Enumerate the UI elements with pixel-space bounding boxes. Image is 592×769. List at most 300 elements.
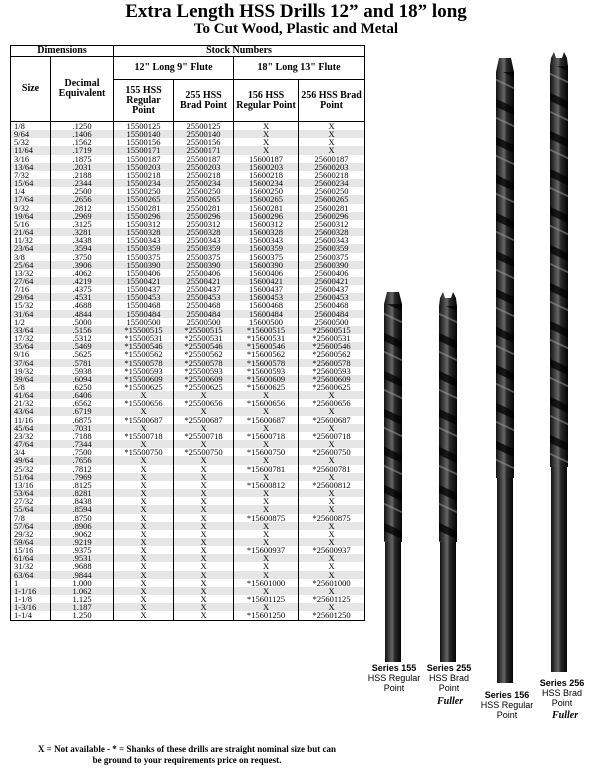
- table-row: [11, 579, 365, 587]
- stock-256-cell: *25600546: [299, 342, 365, 350]
- decimal-cell: .3594: [51, 244, 114, 252]
- col-256-header: 256 HSS Brad Point: [299, 80, 365, 122]
- table-row: [11, 465, 365, 473]
- stock-155-cell: X: [114, 546, 174, 554]
- stock-155-cell: X: [114, 522, 174, 530]
- stock-255-cell: 25500421: [174, 277, 234, 285]
- stock-155-cell: X: [114, 489, 174, 497]
- decimal-cell: .2031: [51, 163, 114, 171]
- stock-255-cell: *25500515: [174, 326, 234, 334]
- stock-255-cell: 25500234: [174, 179, 234, 187]
- size-cell: 25/32: [11, 465, 51, 473]
- stock-256-cell: *25600578: [299, 359, 365, 367]
- stock-255-cell: X: [174, 391, 234, 399]
- table-row: [11, 318, 365, 326]
- size-cell: 49/64: [11, 456, 51, 464]
- stock-156-cell: *15601125: [234, 595, 299, 603]
- size-cell: 55/64: [11, 505, 51, 513]
- decimal-cell: .4531: [51, 293, 114, 301]
- stock-256-cell: *25600812: [299, 481, 365, 489]
- size-cell: 3/16: [11, 155, 51, 163]
- decimal-cell: .4375: [51, 285, 114, 293]
- stock-156-cell: *15600562: [234, 350, 299, 358]
- stock-155-cell: X: [114, 571, 174, 579]
- stock-156-cell: 15600328: [234, 228, 299, 236]
- stock-256-cell: X: [299, 489, 365, 497]
- table-row: [11, 367, 365, 375]
- stock-155-cell: X: [114, 407, 174, 415]
- caption-156-name: Series 156: [484, 690, 530, 700]
- caption-256-desc2: Point: [551, 698, 573, 708]
- stock-156-cell: 15600390: [234, 261, 299, 269]
- table-row: [11, 244, 365, 252]
- table-row: [11, 171, 365, 179]
- col-155-header: 155 HSS Regular Point: [114, 80, 174, 122]
- page-title: Extra Length HSS Drills 12” and 18” long: [125, 1, 467, 22]
- size-cell: 13/64: [11, 163, 51, 171]
- table-body: [11, 122, 365, 621]
- stock-256-cell: 25600453: [299, 293, 365, 301]
- stock-156-cell: 15600250: [234, 187, 299, 195]
- stock-156-cell: 15600234: [234, 179, 299, 187]
- stock-155-cell: X: [114, 554, 174, 562]
- drill-256-image: [544, 52, 574, 672]
- drill-spec-table: [10, 45, 365, 621]
- stock-256-cell: *25600937: [299, 546, 365, 554]
- size-cell: 33/64: [11, 326, 51, 334]
- table-row: [11, 416, 365, 424]
- stock-256-cell: X: [299, 122, 365, 131]
- stock-156-cell: X: [234, 562, 299, 570]
- decimal-cell: .2188: [51, 171, 114, 179]
- stock-155-cell: X: [114, 595, 174, 603]
- caption-series-156: [478, 690, 536, 720]
- stock-256-cell: *25600781: [299, 465, 365, 473]
- table-row: [11, 562, 365, 570]
- size-cell: 1-1/4: [11, 611, 51, 620]
- table-row: [11, 481, 365, 489]
- stock-155-cell: *15500578: [114, 359, 174, 367]
- stock-255-cell: 25500265: [174, 195, 234, 203]
- page-subtitle: To Cut Wood, Plastic and Metal: [193, 21, 399, 37]
- stock-156-cell: 15600375: [234, 253, 299, 261]
- size-cell: 9/64: [11, 130, 51, 138]
- decimal-cell: .8750: [51, 514, 114, 522]
- table-row: [11, 236, 365, 244]
- size-cell: 61/64: [11, 554, 51, 562]
- stock-256-cell: 25600390: [299, 261, 365, 269]
- table-row: [11, 595, 365, 603]
- stock-156-cell: X: [234, 571, 299, 579]
- stock-155-cell: 15500468: [114, 301, 174, 309]
- decimal-cell: .3125: [51, 220, 114, 228]
- table-row: [11, 163, 365, 171]
- stock-256-cell: 25600203: [299, 163, 365, 171]
- size-cell: 15/16: [11, 546, 51, 554]
- size-cell: 53/64: [11, 489, 51, 497]
- stock-156-cell: 15600500: [234, 318, 299, 326]
- decimal-cell: .3906: [51, 261, 114, 269]
- stock-155-cell: 15500171: [114, 146, 174, 154]
- stock-256-cell: *25600515: [299, 326, 365, 334]
- size-cell: 1-3/16: [11, 603, 51, 611]
- decimal-cell: .9531: [51, 554, 114, 562]
- stock-156-cell: X: [234, 473, 299, 481]
- stock-256-cell: 25600296: [299, 212, 365, 220]
- decimal-cell: .1562: [51, 138, 114, 146]
- table-row: [11, 603, 365, 611]
- table-row: [11, 424, 365, 432]
- decimal-cell: .7812: [51, 465, 114, 473]
- stock-156-cell: *15600875: [234, 514, 299, 522]
- length-18-header: 18" Long 13" Flute: [234, 57, 365, 80]
- stock-255-cell: X: [174, 603, 234, 611]
- fuller-logo: Fuller: [437, 696, 464, 707]
- stock-155-cell: X: [114, 456, 174, 464]
- decimal-cell: .6562: [51, 399, 114, 407]
- size-cell: 11/32: [11, 236, 51, 244]
- stock-156-cell: X: [234, 122, 299, 131]
- caption-256-desc1: HSS Brad: [541, 688, 583, 698]
- decimal-cell: .1406: [51, 130, 114, 138]
- decimal-cell: .5625: [51, 350, 114, 358]
- stock-255-cell: *25500687: [174, 416, 234, 424]
- decimal-cell: .7969: [51, 473, 114, 481]
- table-row: [11, 456, 365, 464]
- stock-155-cell: 15500328: [114, 228, 174, 236]
- caption-255-desc1: HSS Brad: [428, 673, 470, 683]
- size-cell: 17/32: [11, 334, 51, 342]
- stock-255-cell: X: [174, 554, 234, 562]
- decimal-cell: .5312: [51, 334, 114, 342]
- decimal-cell: 1.062: [51, 587, 114, 595]
- size-cell: 5/8: [11, 383, 51, 391]
- table-row: [11, 195, 365, 203]
- stock-256-cell: *25600750: [299, 448, 365, 456]
- decimal-cell: 1.250: [51, 611, 114, 620]
- stock-256-cell: X: [299, 522, 365, 530]
- table-row: [11, 138, 365, 146]
- size-cell: 3/4: [11, 448, 51, 456]
- caption-series-255: [420, 663, 478, 693]
- stock-255-cell: *25500656: [174, 399, 234, 407]
- decimal-cell: .1250: [51, 122, 114, 131]
- stock-255-cell: 25500375: [174, 253, 234, 261]
- stock-155-cell: X: [114, 514, 174, 522]
- stock-156-cell: 15600453: [234, 293, 299, 301]
- stock-155-cell: 15500156: [114, 138, 174, 146]
- table-row: [11, 546, 365, 554]
- length-12-header: 12" Long 9" Flute: [114, 57, 234, 80]
- size-cell: 51/64: [11, 473, 51, 481]
- stock-256-cell: X: [299, 562, 365, 570]
- stock-155-cell: 15500312: [114, 220, 174, 228]
- stock-255-cell: 25500218: [174, 171, 234, 179]
- decimal-cell: .7656: [51, 456, 114, 464]
- stock-156-cell: *15600937: [234, 546, 299, 554]
- table-row: [11, 212, 365, 220]
- stock-155-cell: *15500718: [114, 432, 174, 440]
- col-156-header: 156 HSS Regular Point: [234, 80, 299, 122]
- stock-256-cell: *25600531: [299, 334, 365, 342]
- stock-156-cell: *15600656: [234, 399, 299, 407]
- stock-255-cell: 25500328: [174, 228, 234, 236]
- table-row: [11, 122, 365, 131]
- size-cell: 45/64: [11, 424, 51, 432]
- stock-155-cell: *15500609: [114, 375, 174, 383]
- table-row: [11, 334, 365, 342]
- decimal-cell: .7188: [51, 432, 114, 440]
- decimal-cell: .1719: [51, 146, 114, 154]
- table-row: [11, 530, 365, 538]
- size-cell: 27/32: [11, 497, 51, 505]
- stock-255-cell: *25500578: [174, 359, 234, 367]
- stock-155-cell: X: [114, 481, 174, 489]
- stock-256-cell: 25600406: [299, 269, 365, 277]
- table-row: [11, 204, 365, 212]
- stock-255-cell: 25500250: [174, 187, 234, 195]
- size-cell: 9/32: [11, 204, 51, 212]
- stock-155-cell: X: [114, 579, 174, 587]
- decimal-cell: .4844: [51, 310, 114, 318]
- stock-numbers-header: Stock Numbers: [114, 46, 365, 57]
- size-cell: 27/64: [11, 277, 51, 285]
- stock-155-cell: 15500187: [114, 155, 174, 163]
- footnote-line-1: X = Not available - * = Shanks of these drills are straight nominal size but can: [37, 744, 337, 754]
- decimal-cell: .5469: [51, 342, 114, 350]
- size-cell: 17/64: [11, 195, 51, 203]
- decimal-cell: .6094: [51, 375, 114, 383]
- size-cell: 37/64: [11, 359, 51, 367]
- stock-156-cell: X: [234, 146, 299, 154]
- size-cell: 19/32: [11, 367, 51, 375]
- stock-256-cell: X: [299, 587, 365, 595]
- stock-156-cell: 15600203: [234, 163, 299, 171]
- table-row: [11, 448, 365, 456]
- stock-255-cell: X: [174, 489, 234, 497]
- stock-255-cell: *25500609: [174, 375, 234, 383]
- stock-255-cell: X: [174, 571, 234, 579]
- stock-256-cell: X: [299, 456, 365, 464]
- decimal-cell: .4062: [51, 269, 114, 277]
- size-cell: 7/8: [11, 514, 51, 522]
- stock-156-cell: X: [234, 424, 299, 432]
- stock-255-cell: X: [174, 456, 234, 464]
- stock-255-cell: X: [174, 611, 234, 620]
- stock-156-cell: 15600343: [234, 236, 299, 244]
- stock-255-cell: X: [174, 424, 234, 432]
- stock-255-cell: 25500343: [174, 236, 234, 244]
- stock-155-cell: X: [114, 505, 174, 513]
- decimal-cell: .6406: [51, 391, 114, 399]
- stock-255-cell: 25500125: [174, 122, 234, 131]
- stock-156-cell: *15600546: [234, 342, 299, 350]
- size-cell: 57/64: [11, 522, 51, 530]
- table-row: [11, 399, 365, 407]
- stock-256-cell: *25600609: [299, 375, 365, 383]
- stock-155-cell: *15500546: [114, 342, 174, 350]
- table-row: [11, 285, 365, 293]
- stock-156-cell: *15600609: [234, 375, 299, 383]
- stock-255-cell: *25500750: [174, 448, 234, 456]
- stock-256-cell: 25600468: [299, 301, 365, 309]
- table-row: [11, 342, 365, 350]
- size-cell: 15/64: [11, 179, 51, 187]
- stock-156-cell: *15600812: [234, 481, 299, 489]
- stock-155-cell: 15500343: [114, 236, 174, 244]
- stock-155-cell: X: [114, 473, 174, 481]
- stock-255-cell: 25500296: [174, 212, 234, 220]
- size-cell: 47/64: [11, 440, 51, 448]
- table-row: [11, 391, 365, 399]
- decimal-cell: .9219: [51, 538, 114, 546]
- fuller-logo-2: Fuller: [552, 710, 579, 721]
- table-row: [11, 587, 365, 595]
- table-row: [11, 220, 365, 228]
- stock-255-cell: 25500156: [174, 138, 234, 146]
- stock-256-cell: 25600265: [299, 195, 365, 203]
- size-cell: 63/64: [11, 571, 51, 579]
- stock-156-cell: *15600515: [234, 326, 299, 334]
- stock-256-cell: X: [299, 407, 365, 415]
- stock-255-cell: X: [174, 546, 234, 554]
- col-255-header: 255 HSS Brad Point: [174, 80, 234, 122]
- stock-156-cell: X: [234, 407, 299, 415]
- stock-155-cell: X: [114, 603, 174, 611]
- size-cell: 1/4: [11, 187, 51, 195]
- stock-155-cell: X: [114, 424, 174, 432]
- table-row: [11, 497, 365, 505]
- size-cell: 5/16: [11, 220, 51, 228]
- table-row: [11, 514, 365, 522]
- stock-256-cell: X: [299, 505, 365, 513]
- stock-155-cell: X: [114, 538, 174, 546]
- size-cell: 21/32: [11, 399, 51, 407]
- stock-155-cell: *15500515: [114, 326, 174, 334]
- stock-155-cell: 15500453: [114, 293, 174, 301]
- stock-156-cell: X: [234, 603, 299, 611]
- stock-155-cell: 15500406: [114, 269, 174, 277]
- stock-155-cell: *15500687: [114, 416, 174, 424]
- decimal-cell: 1.187: [51, 603, 114, 611]
- stock-256-cell: X: [299, 554, 365, 562]
- footnote-line-2: be ground to your requirements price on request.: [92, 755, 282, 765]
- stock-256-cell: *25600875: [299, 514, 365, 522]
- stock-255-cell: *25500593: [174, 367, 234, 375]
- stock-256-cell: X: [299, 424, 365, 432]
- decimal-column-header: Decimal Equivalent: [51, 57, 114, 122]
- stock-155-cell: 15500375: [114, 253, 174, 261]
- stock-156-cell: *15600531: [234, 334, 299, 342]
- stock-256-cell: 25600484: [299, 310, 365, 318]
- caption-155-desc2: Point: [383, 683, 405, 693]
- caption-156-desc1: HSS Regular: [480, 700, 534, 710]
- decimal-cell: .3750: [51, 253, 114, 261]
- stock-255-cell: 25500359: [174, 244, 234, 252]
- stock-255-cell: X: [174, 530, 234, 538]
- stock-256-cell: X: [299, 138, 365, 146]
- stock-256-cell: *25601000: [299, 579, 365, 587]
- size-cell: 23/32: [11, 432, 51, 440]
- stock-156-cell: *15600593: [234, 367, 299, 375]
- size-cell: 3/8: [11, 253, 51, 261]
- size-cell: 41/64: [11, 391, 51, 399]
- stock-156-cell: *15600687: [234, 416, 299, 424]
- stock-156-cell: 15600281: [234, 204, 299, 212]
- decimal-cell: .6875: [51, 416, 114, 424]
- stock-156-cell: X: [234, 440, 299, 448]
- table-row: [11, 293, 365, 301]
- size-cell: 43/64: [11, 407, 51, 415]
- stock-156-cell: 15600265: [234, 195, 299, 203]
- size-cell: 1/8: [11, 122, 51, 131]
- stock-156-cell: 15600187: [234, 155, 299, 163]
- stock-255-cell: 25500140: [174, 130, 234, 138]
- decimal-cell: .5781: [51, 359, 114, 367]
- table-row: [11, 187, 365, 195]
- table-row: [11, 228, 365, 236]
- stock-256-cell: X: [299, 391, 365, 399]
- drill-155-image: [378, 292, 408, 662]
- size-cell: 29/64: [11, 293, 51, 301]
- stock-155-cell: *15500531: [114, 334, 174, 342]
- stock-255-cell: X: [174, 465, 234, 473]
- decimal-cell: .7344: [51, 440, 114, 448]
- stock-156-cell: X: [234, 505, 299, 513]
- table-row: [11, 522, 365, 530]
- stock-256-cell: X: [299, 530, 365, 538]
- stock-256-cell: X: [299, 473, 365, 481]
- stock-156-cell: *15601000: [234, 579, 299, 587]
- table-row: [11, 359, 365, 367]
- table-row: [11, 432, 365, 440]
- table-row: [11, 554, 365, 562]
- size-cell: 13/32: [11, 269, 51, 277]
- stock-255-cell: 25500484: [174, 310, 234, 318]
- table-row: [11, 146, 365, 154]
- size-cell: 29/32: [11, 530, 51, 538]
- decimal-cell: .4688: [51, 301, 114, 309]
- stock-156-cell: *15600750: [234, 448, 299, 456]
- stock-155-cell: X: [114, 465, 174, 473]
- stock-256-cell: *25600718: [299, 432, 365, 440]
- stock-155-cell: 15500484: [114, 310, 174, 318]
- stock-256-cell: *25601250: [299, 611, 365, 620]
- drill-156-image: [490, 58, 520, 683]
- table-row: [11, 440, 365, 448]
- decimal-cell: .6719: [51, 407, 114, 415]
- stock-255-cell: 25500500: [174, 318, 234, 326]
- size-cell: 9/16: [11, 350, 51, 358]
- decimal-cell: .6250: [51, 383, 114, 391]
- stock-156-cell: 15600296: [234, 212, 299, 220]
- table-row: [11, 301, 365, 309]
- table-row: [11, 407, 365, 415]
- stock-155-cell: *15500562: [114, 350, 174, 358]
- table-row: [11, 253, 365, 261]
- table-row: [11, 326, 365, 334]
- stock-256-cell: *25600562: [299, 350, 365, 358]
- stock-255-cell: 25500171: [174, 146, 234, 154]
- table-row: [11, 269, 365, 277]
- caption-155-desc1: HSS Regular: [367, 673, 421, 683]
- stock-155-cell: X: [114, 391, 174, 399]
- stock-256-cell: 25600250: [299, 187, 365, 195]
- stock-156-cell: *15601250: [234, 611, 299, 620]
- stock-255-cell: *25500562: [174, 350, 234, 358]
- stock-156-cell: X: [234, 456, 299, 464]
- stock-255-cell: 25500453: [174, 293, 234, 301]
